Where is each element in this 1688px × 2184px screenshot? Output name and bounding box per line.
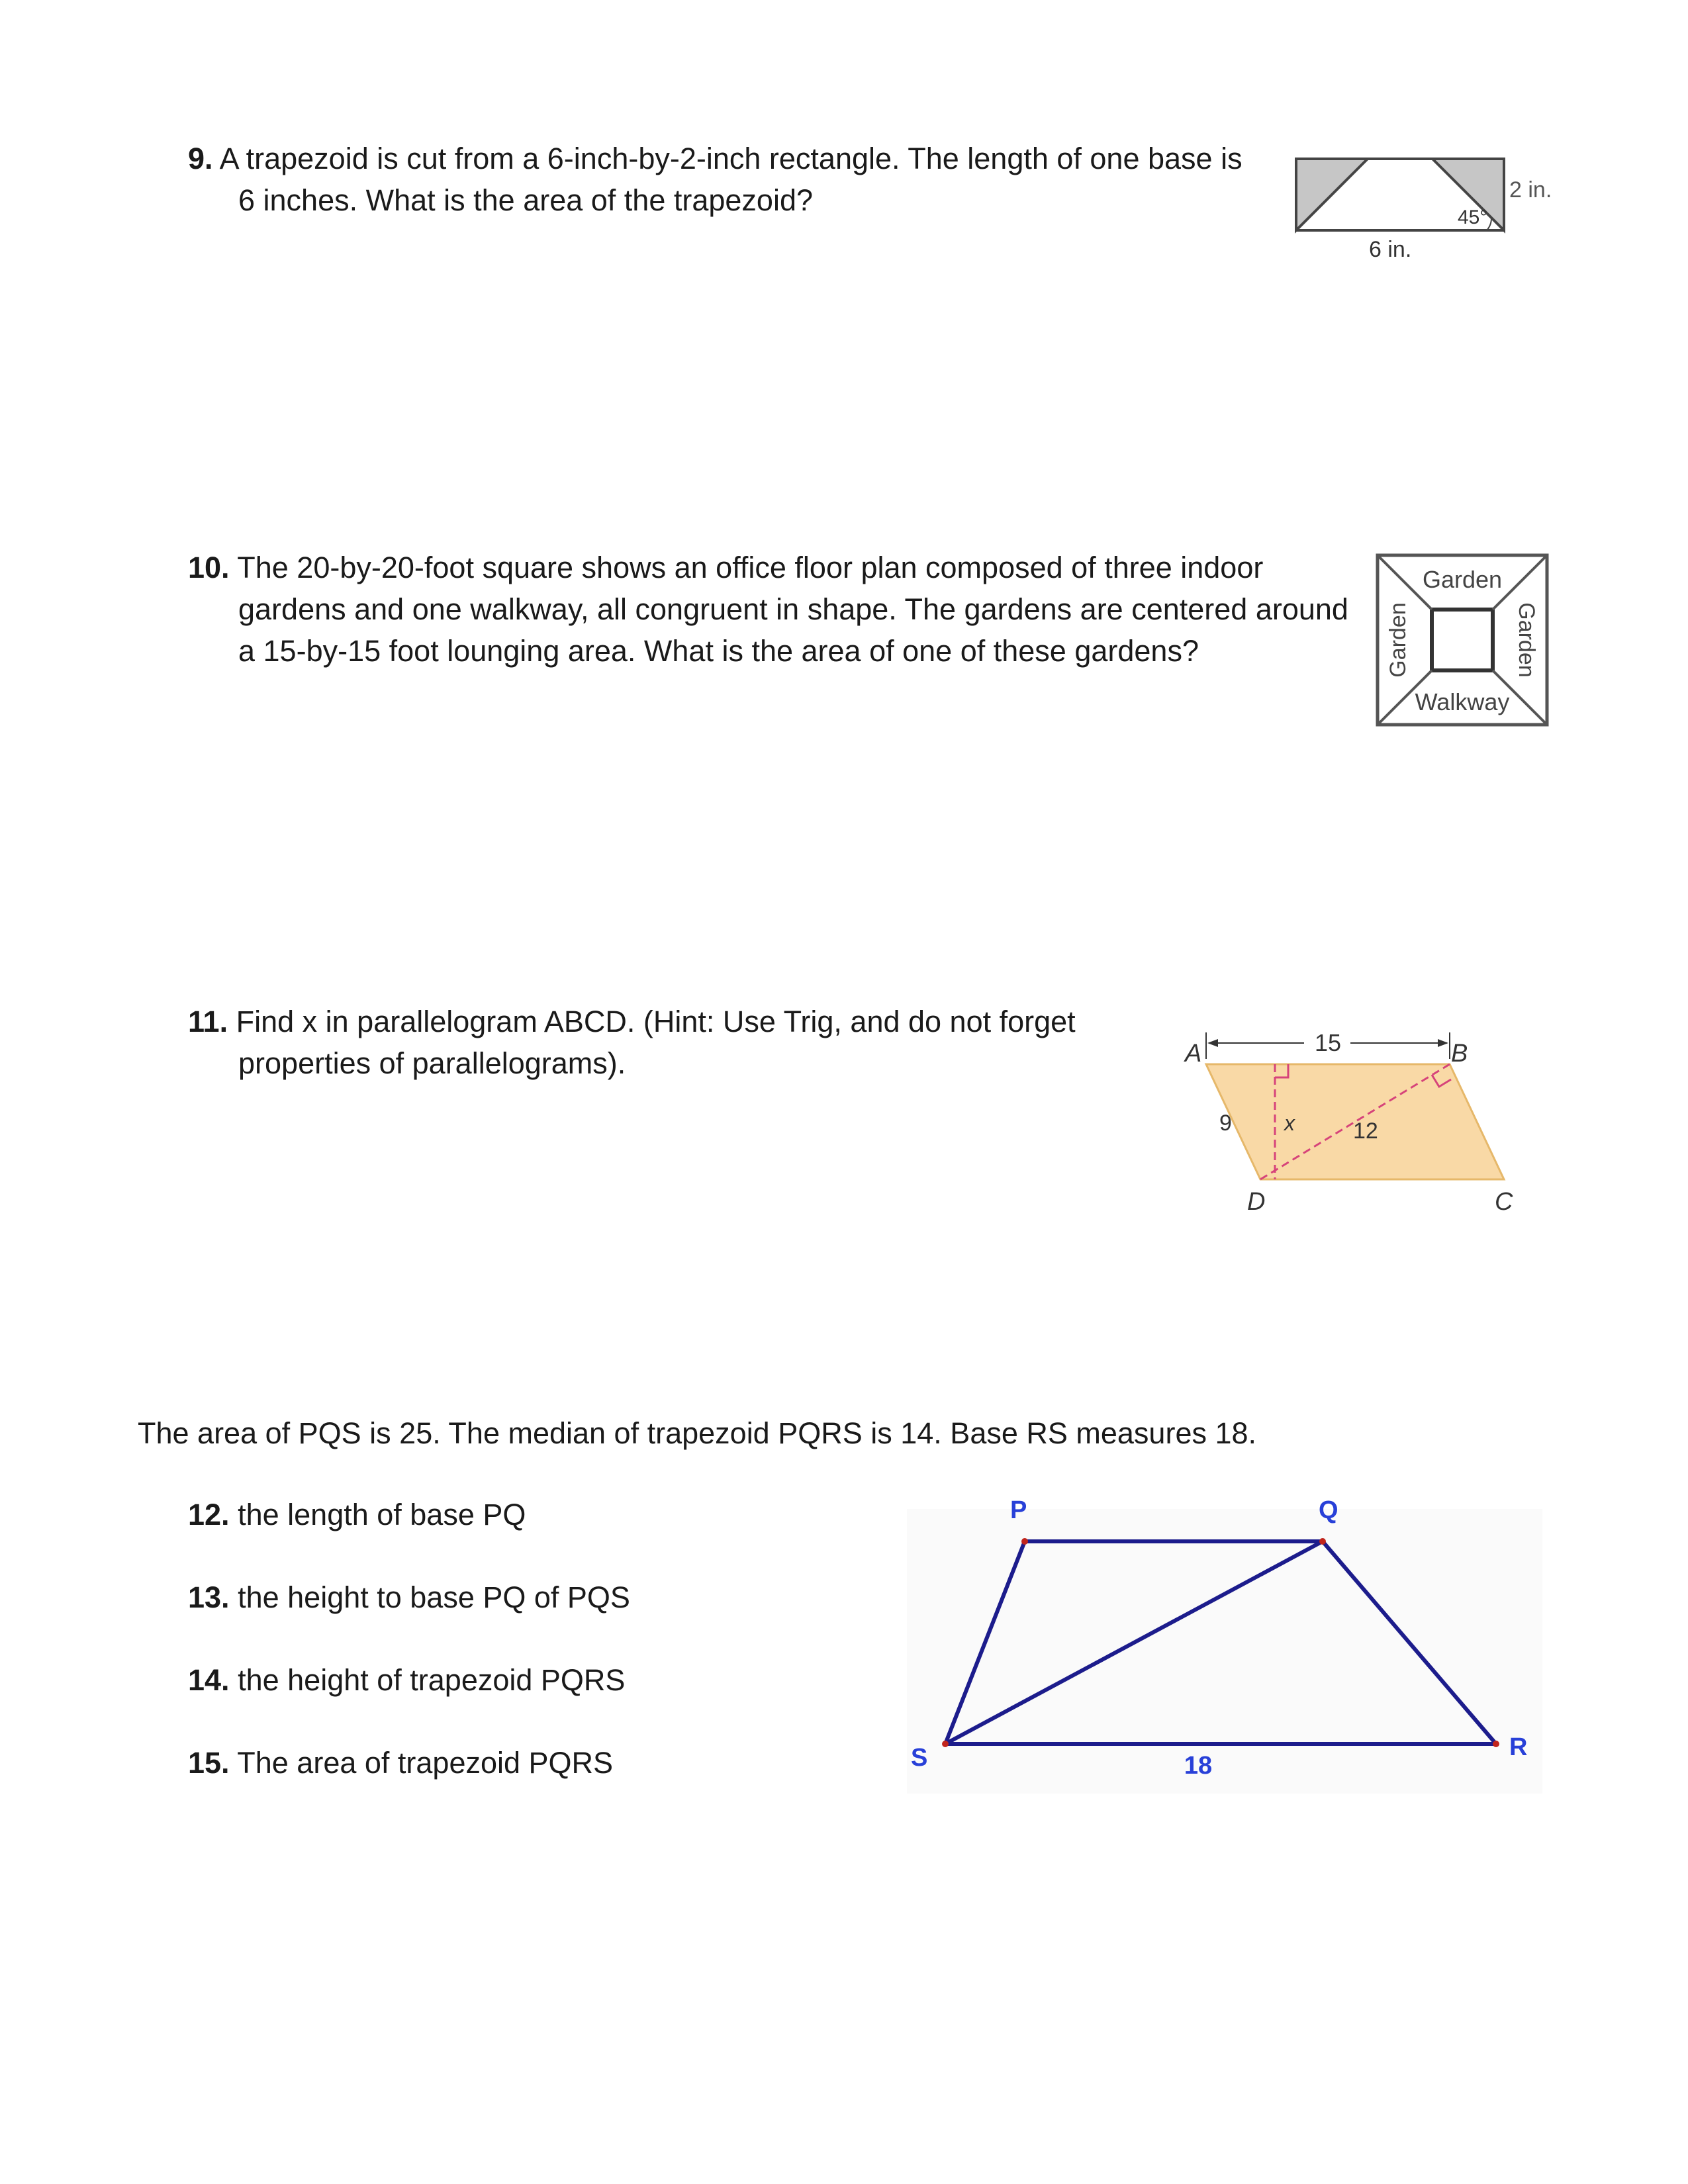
vertex-b-label: B xyxy=(1451,1040,1468,1068)
question-11-line-2: properties of parallelograms). xyxy=(238,1046,626,1080)
vertex-r-dot xyxy=(1493,1741,1499,1747)
trapezoid-intro: The area of PQS is 25. The median of trapezoid PQRS is 14. Base RS measures 18. xyxy=(138,1416,1257,1450)
question-9-line-1: 9. A trapezoid is cut from a 6-inch-by-2-inch rectangle. The length of one base is xyxy=(188,142,1243,175)
subquestion-14: 14. the height of trapezoid PQRS xyxy=(188,1663,626,1697)
trapezoid-pqrs-figure xyxy=(894,1496,1542,1800)
question-11-line-1: 11. Find x in parallelogram ABCD. (Hint: Use Trig, and do not forget xyxy=(188,1005,1076,1038)
parallelogram-figure xyxy=(1165,1006,1549,1218)
question-11 xyxy=(188,1001,1076,1084)
vertex-q-dot xyxy=(1319,1538,1326,1545)
question-9 xyxy=(188,138,1243,221)
question-10-line-2: gardens and one walkway, all congruent in shape. The gardens are centered around xyxy=(238,592,1348,626)
question-number: 12. xyxy=(188,1498,230,1531)
question-number: 15. xyxy=(188,1746,230,1780)
question-10-line-1: 10. The 20-by-20-foot square shows an office floor plan composed of three indoor xyxy=(188,551,1264,584)
question-number: 11. xyxy=(188,1005,228,1038)
subquestion-12: 12. the length of base PQ xyxy=(188,1498,526,1531)
garden-left-label: Garden xyxy=(1385,602,1411,678)
garden-top-label: Garden xyxy=(1422,566,1503,593)
height-label: 2 in. xyxy=(1509,177,1552,203)
subquestion-13: 13. the height to base PQ of PQS xyxy=(188,1580,630,1614)
subquestion-15: 15. The area of trapezoid PQRS xyxy=(188,1746,614,1780)
question-10 xyxy=(188,547,1348,672)
x-label: x xyxy=(1284,1111,1295,1135)
base-length-label: 18 xyxy=(1184,1752,1213,1780)
garden-right-label: Garden xyxy=(1514,602,1539,678)
side-length-label: 9 xyxy=(1219,1111,1232,1136)
vertex-s-dot xyxy=(942,1741,949,1747)
question-10-line-3: a 15-by-15 foot lounging area. What is the area of one of these gardens? xyxy=(238,634,1199,668)
base-label: 6 in. xyxy=(1369,237,1412,262)
diagonal-length-label: 12 xyxy=(1353,1118,1378,1144)
walkway-label: Walkway xyxy=(1415,688,1510,715)
trapezoid-cut-figure xyxy=(1291,152,1569,271)
lounging-area xyxy=(1432,610,1493,670)
question-number: 14. xyxy=(188,1663,230,1697)
vertex-p-dot xyxy=(1021,1538,1028,1545)
question-number: 9. xyxy=(188,142,213,175)
vertex-p-label: P xyxy=(1010,1496,1027,1524)
angle-label: 45° xyxy=(1458,206,1488,228)
vertex-q-label: Q xyxy=(1319,1496,1338,1524)
vertex-a-label: A xyxy=(1185,1040,1202,1068)
vertex-c-label: C xyxy=(1495,1188,1513,1216)
arrow-head xyxy=(1438,1039,1448,1047)
vertex-s-label: S xyxy=(911,1744,928,1772)
question-9-line-2: 6 inches. What is the area of the trapezoid? xyxy=(238,183,814,217)
floor-plan-figure xyxy=(1374,551,1552,730)
arrow-head xyxy=(1207,1039,1218,1047)
top-length-label: 15 xyxy=(1314,1029,1342,1056)
question-number: 13. xyxy=(188,1580,230,1614)
vertex-d-label: D xyxy=(1247,1188,1266,1216)
vertex-r-label: R xyxy=(1509,1733,1528,1761)
figure-background xyxy=(907,1509,1542,1794)
question-number: 10. xyxy=(188,551,230,584)
